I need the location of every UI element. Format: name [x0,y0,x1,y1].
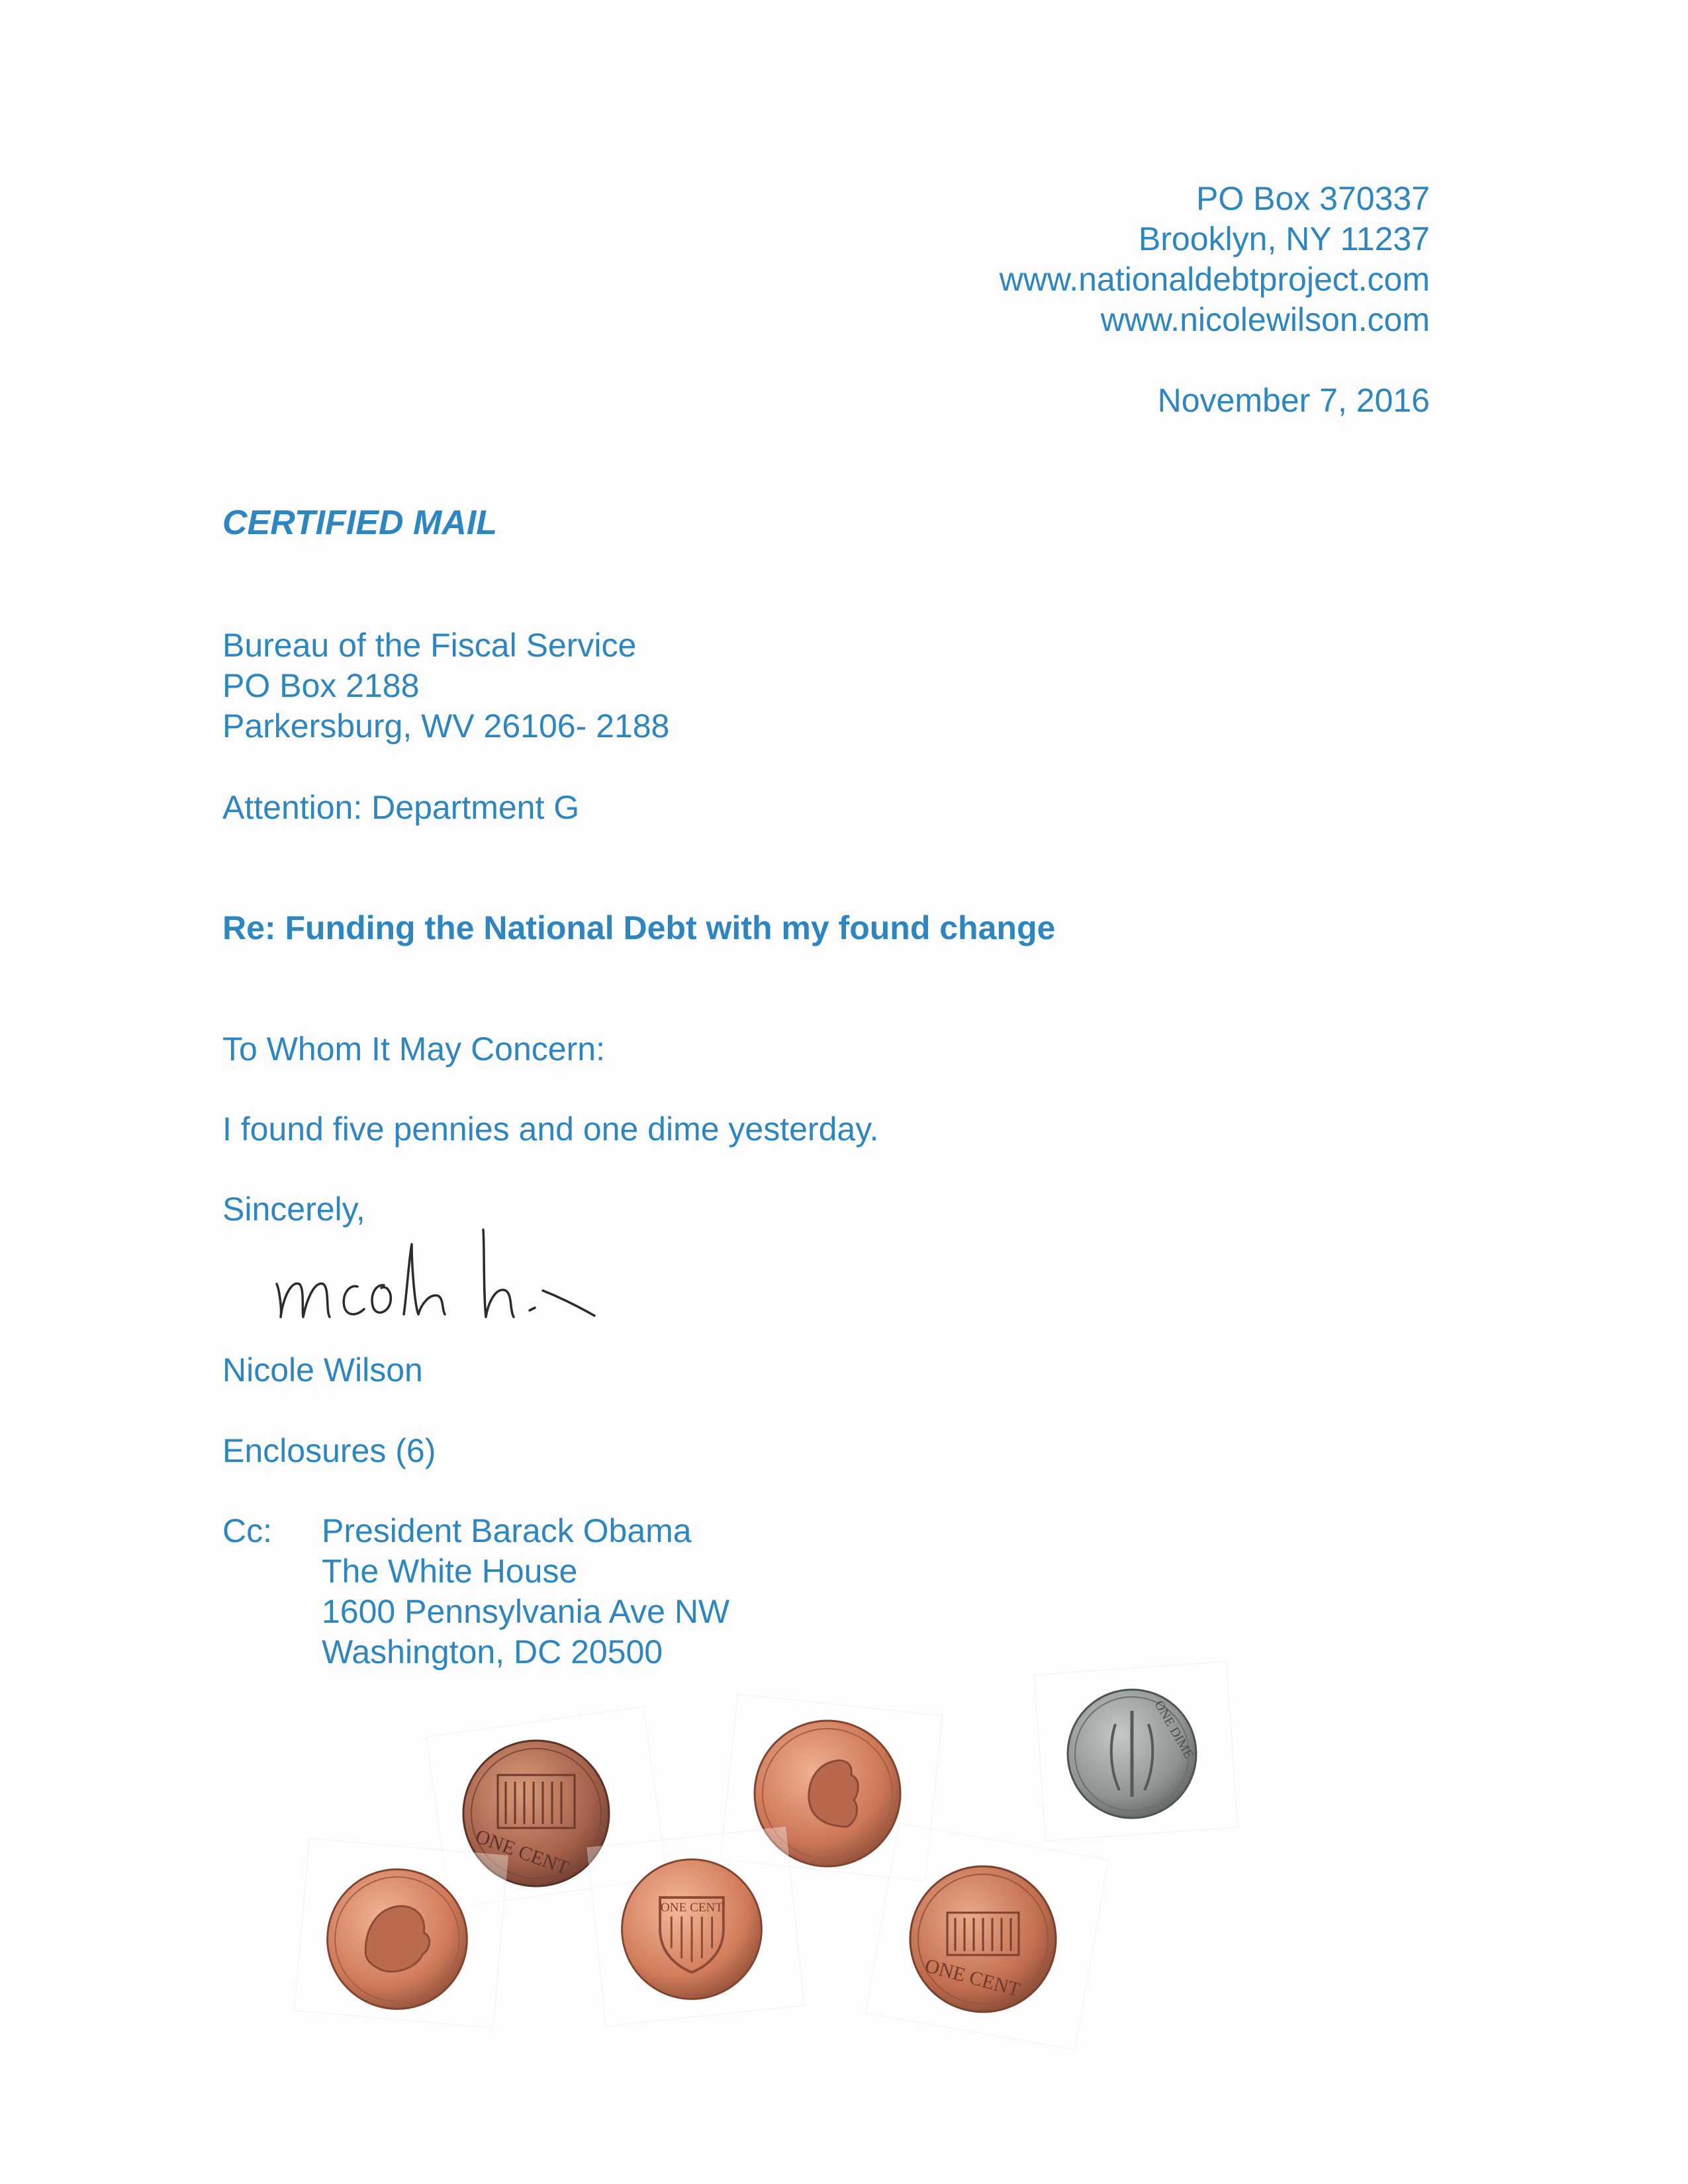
enclosures: Enclosures (6) [222,1432,436,1469]
sender-website-2: www.nicolewilson.com [1100,301,1430,338]
penny-coin [904,1860,1062,2019]
cc-line: 1600 Pennsylvania Ave NW [322,1593,730,1630]
attention-line: Attention: Department G [222,789,580,826]
cc-line: The White House [322,1553,578,1590]
coin-lettering: ONE CENT [472,1825,572,1880]
coin-lettering: ONE CENT [660,1901,724,1915]
sender-address [861,179,1430,340]
recipient-address [222,625,669,747]
letter-date: November 7, 2016 [1157,382,1430,419]
signer-name: Nicole Wilson [222,1351,423,1388]
salutation: To Whom It May Concern: [222,1030,605,1068]
penny-coin [616,1853,768,2005]
penny-coin [321,1863,473,2015]
recipient-org: Bureau of the Fiscal Service [222,627,637,664]
body-text: I found five pennies and one dime yesterday. [222,1111,879,1148]
closing: Sincerely, [222,1191,365,1228]
coin-lettering: ONE CENT [922,1954,1023,2001]
cc-line: Washington, DC 20500 [322,1633,663,1670]
sender-city: Brooklyn, NY 11237 [1138,220,1430,257]
signature [265,1218,662,1343]
recipient-city: Parkersburg, WV 26106- 2188 [222,707,670,745]
dime-coin [1062,1684,1201,1823]
subject-line: Re: Funding the National Debt with my found change [222,909,1056,946]
sender-po-box: PO Box 370337 [1196,180,1430,217]
cc-address [322,1511,729,1672]
mail-type: CERTIFIED MAIL [222,504,498,542]
cc-label: Cc: [222,1512,272,1549]
sender-website-1: www.nationaldebtproject.com [999,261,1430,298]
cc-line: President Barack Obama [322,1512,692,1549]
recipient-po-box: PO Box 2188 [222,667,420,704]
coin-lettering: ONE DIME [1151,1698,1197,1762]
